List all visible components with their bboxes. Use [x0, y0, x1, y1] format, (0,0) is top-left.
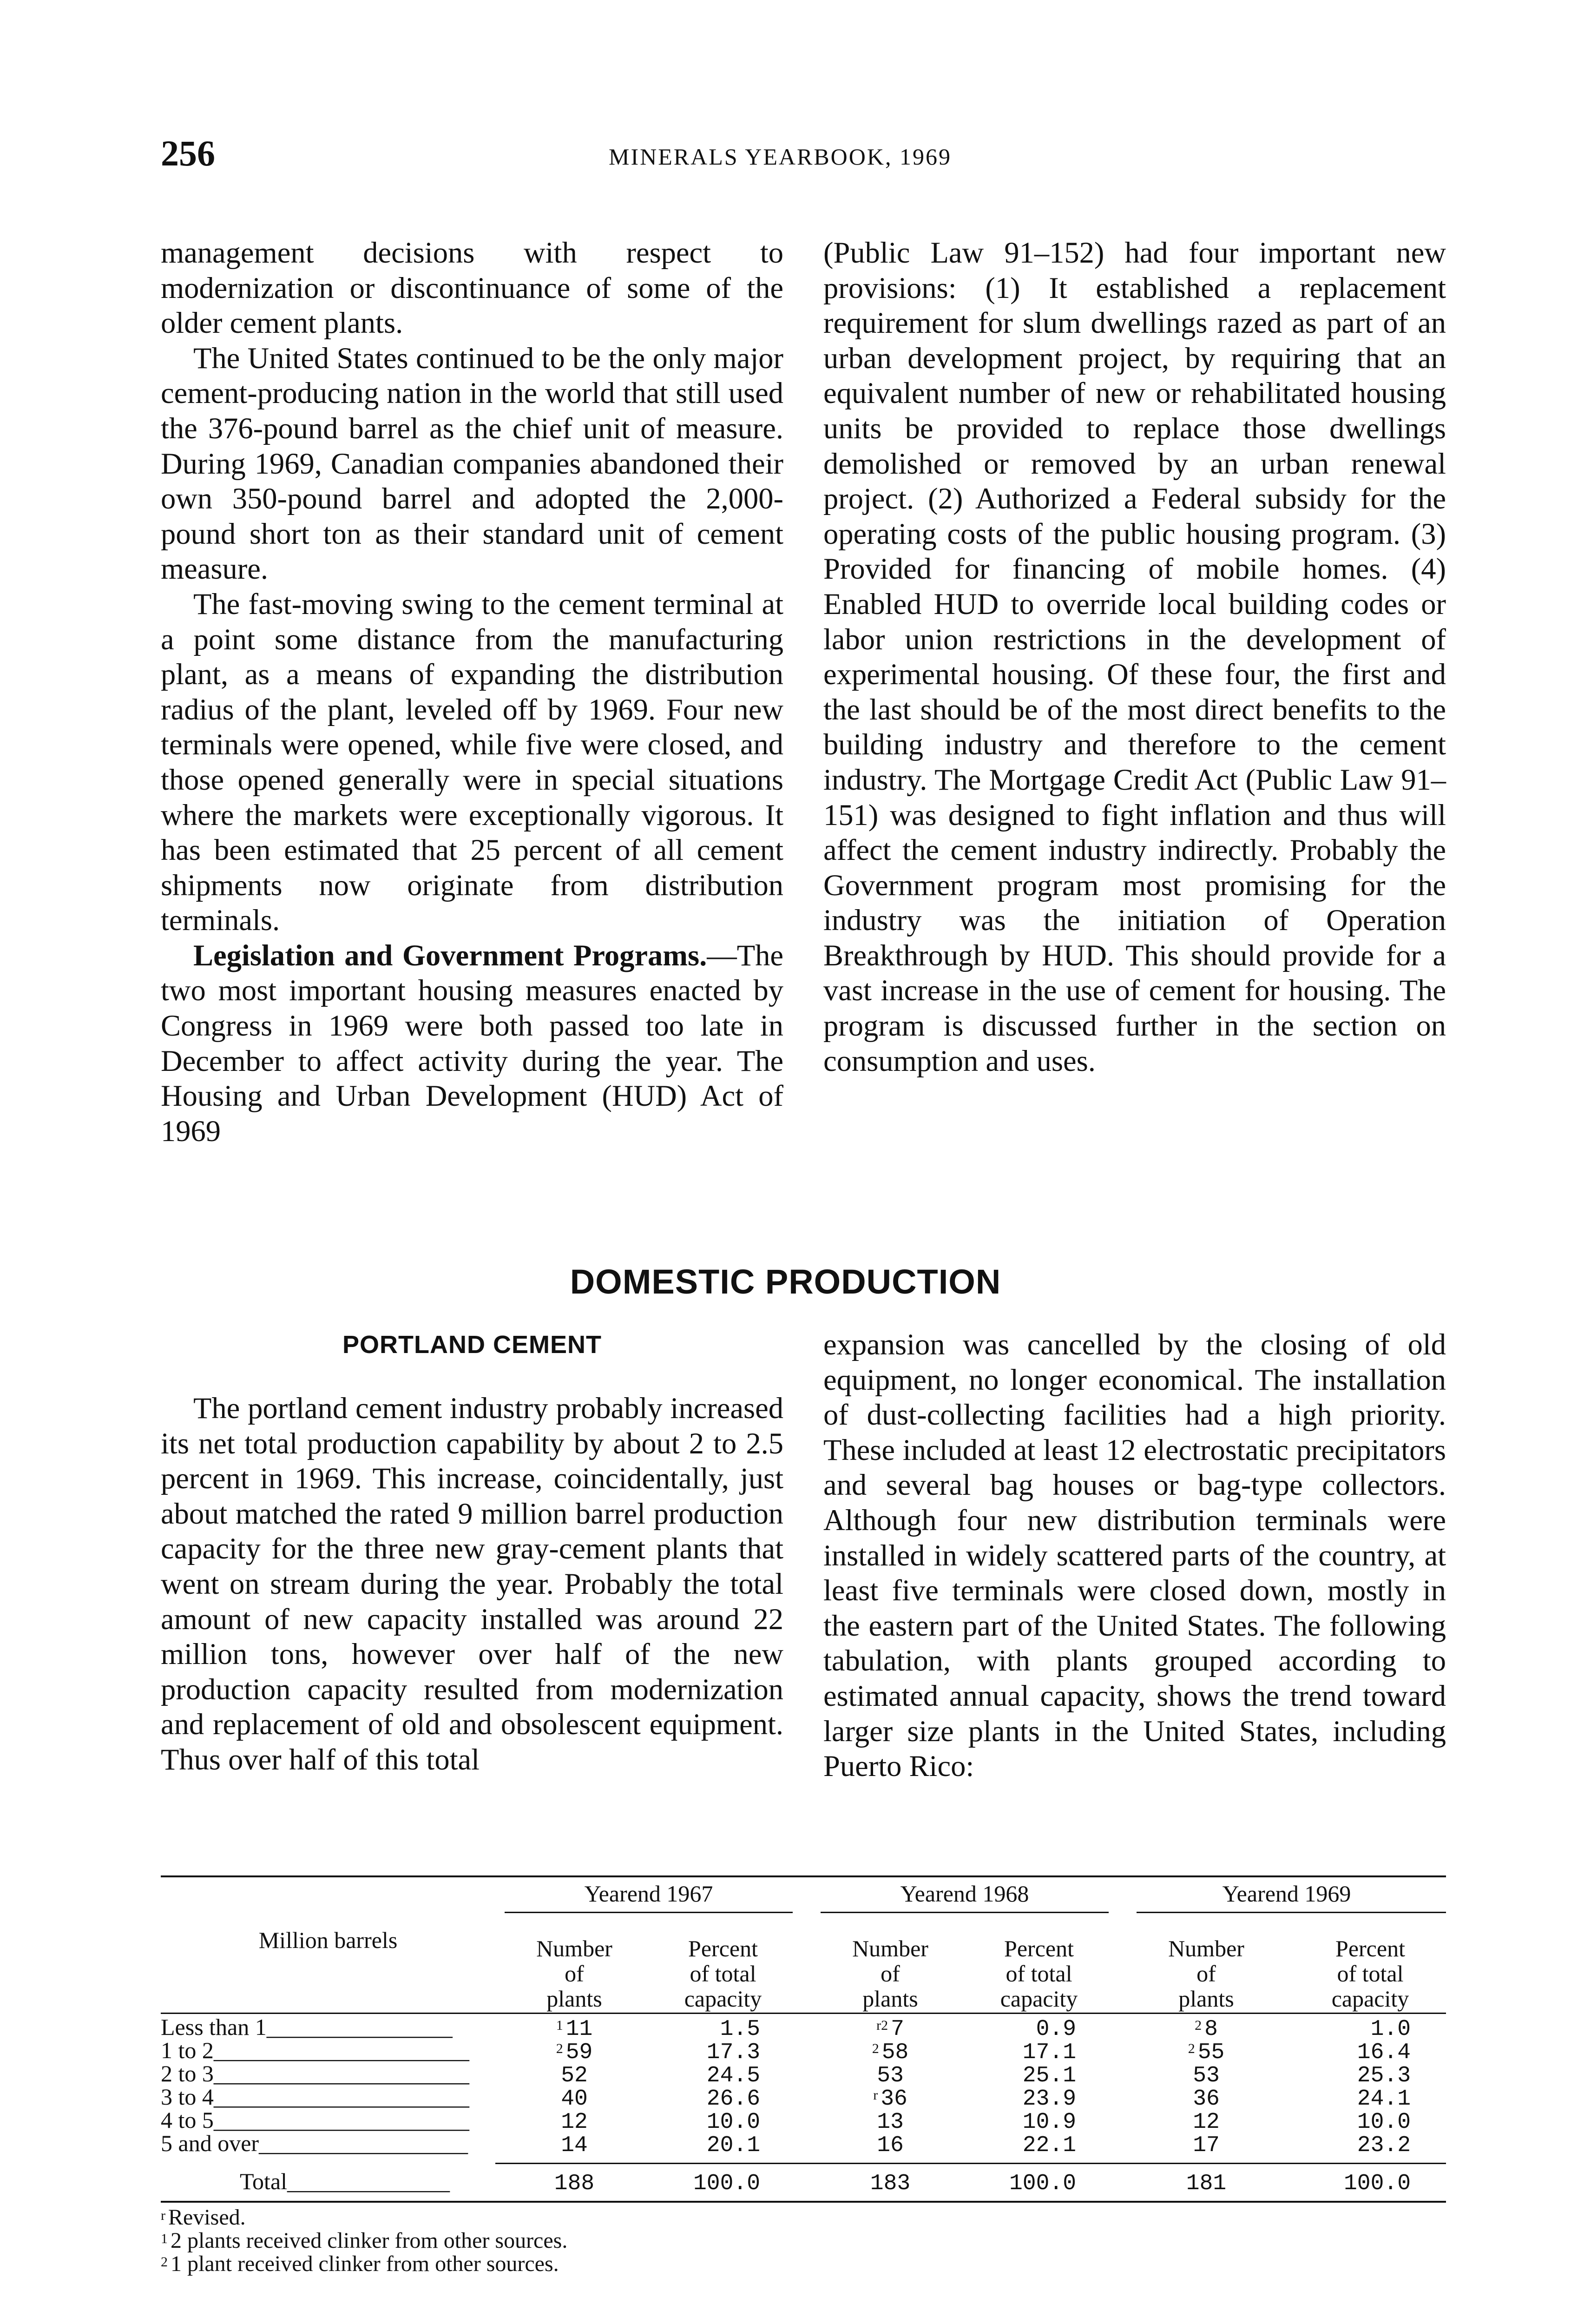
table-cell-plants: 40 [561, 2086, 588, 2112]
table-cell-percent: 17.3 [706, 2040, 760, 2065]
table-cell-percent: 1.0 [1370, 2017, 1411, 2042]
paragraph: (Public Law 91–152) had four important new provisions: (1) It established a replacement requirement for slum dwellings razed as part of an urban development project, by requiring that an equivalent number of new or rehabilitated housing units be provided to replace those dwellings demolished or removed by an urban renewal project. (2) Authorized a Federal subsidy for the operating costs of the public housing program. (3) Provided for financing of mobile homes. (4) Enabled HUD to override local building codes or labor union restrictions in the development of experimental housing. Of these four, the first and the last should be of the most direct benefits to the building industry and therefore to the cement industry. The Mortgage Credit Act (Public Law 91–151) was designed to fight inflation and thus will affect the cement industry indirectly. Probably the Government program most promising for the industry was the initiation of Operation Breakthrough by HUD. This should provide for a vast increase in the use of cement for housing. The program is discussed further in the section on consumption and uses. [823, 236, 1446, 1077]
table-cell-percent: 22.1 [1022, 2133, 1076, 2158]
table-cell-percent: 100.0 [1343, 2171, 1411, 2196]
year-rule [821, 1912, 1109, 1913]
year-rule [505, 1912, 793, 1913]
year-heading: Yearend 1967 [584, 1881, 713, 1907]
column-header-number: Number of plants [852, 1935, 928, 2012]
table-cell-plants: 188 [554, 2171, 595, 2196]
table-cell-plants: $^2$ 8 [1195, 2017, 1218, 2042]
table-cell-percent: 16.4 [1357, 2040, 1411, 2065]
column-header-percent: Percent of total capacity [1331, 1935, 1409, 2012]
table-cell-plants: 12 [561, 2110, 588, 2135]
table-cell-plants: 16 [877, 2133, 904, 2158]
left-column-top [161, 235, 783, 1149]
row-label: 5 and over__________________ [161, 2131, 468, 2156]
sub-heading: PORTLAND CEMENT [342, 1331, 602, 1359]
table-cell-plants: 181 [1186, 2171, 1227, 2196]
table-cell-percent: 20.1 [706, 2133, 760, 2158]
table-cell-percent: 10.0 [1357, 2110, 1411, 2135]
column-header-number: Number of plants [536, 1935, 612, 2012]
table-cell-plants: $^2$ 55 [1188, 2040, 1225, 2065]
table-cell-percent: 17.1 [1022, 2040, 1076, 2065]
left-column-bottom [161, 1391, 783, 1777]
paragraph: management decisions with respect to modernization or discontinuance of some of the older cement plants. [161, 236, 783, 340]
legislation-text: —The two most important housing measures enacted by Congress in 1969 were both passed too late in December to affect activity during the year. The Housing and Urban Development (HUD) Act of 1969 [161, 938, 783, 1148]
table-cell-percent: 0.9 [1036, 2017, 1076, 2042]
table-bottom-rule [161, 2201, 1446, 2203]
table-cell-plants: 53 [877, 2063, 904, 2088]
table-cell-percent: 25.1 [1022, 2063, 1076, 2088]
year-heading: Yearend 1969 [1222, 1881, 1351, 1907]
year-heading: Yearend 1968 [900, 1881, 1029, 1907]
table-cell-percent: 1.5 [720, 2017, 760, 2042]
paragraph: expansion was cancelled by the closing of old equipment, no longer economical. The installation of dust-collecting facilities had a high priority. These included at least 12 electrostatic precipitators and several bag houses or bag-type collectors. Although four new distribution terminals were installed in widely scattered parts of the country, at least five terminals were closed down, mostly in the eastern part of the United States. The following tabulation, with plants grouped according to estimated annual capacity, shows the trend toward larger size plants in the United States, including Puerto Rico: [823, 1328, 1446, 1783]
table-cell-plants: $^2$ 58 [872, 2040, 909, 2065]
table-cell-percent: 24.5 [706, 2063, 760, 2088]
year-rule [1137, 1912, 1446, 1913]
total-label: Total______________ [240, 2169, 450, 2194]
legislation-paragraph [161, 938, 783, 1149]
table-cell-plants: 53 [1193, 2063, 1220, 2088]
column-header-percent: Percent of total capacity [1000, 1935, 1078, 2012]
table-cell-percent: 26.6 [706, 2086, 760, 2112]
stub-header: Million barrels [258, 1927, 398, 1953]
section-heading: DOMESTIC PRODUCTION [570, 1262, 1001, 1301]
footnote: $^r$ Revised. [161, 2205, 246, 2230]
table-cell-plants: 13 [877, 2110, 904, 2135]
row-label: 4 to 5______________________ [161, 2108, 469, 2133]
table-cell-percent: 24.1 [1357, 2086, 1411, 2112]
table-cell-percent: 100.0 [693, 2171, 760, 2196]
table-cell-percent: 100.0 [1009, 2171, 1076, 2196]
running-title: MINERALS YEARBOOK, 1969 [609, 144, 952, 170]
table-cell-plants: $^{r2}$ 7 [876, 2017, 904, 2042]
table-cell-plants: 36 [1193, 2086, 1220, 2112]
table-cell-percent: 25.3 [1357, 2063, 1411, 2088]
table-cell-percent: 10.0 [706, 2110, 760, 2135]
right-column-bottom [823, 1327, 1446, 1784]
table-cell-plants: 14 [561, 2133, 588, 2158]
table-cell-plants: $^1$ 11 [556, 2017, 593, 2042]
column-header-percent: Percent of total capacity [684, 1935, 762, 2012]
row-label: 3 to 4______________________ [161, 2085, 469, 2109]
table-top-rule [161, 1875, 1446, 1877]
table-cell-percent: 10.9 [1022, 2110, 1076, 2135]
table-cell-plants: 183 [870, 2171, 911, 2196]
column-header-number: Number of plants [1168, 1935, 1244, 2012]
footnote: $^2$ 1 plant received clinker from other sources. [161, 2251, 559, 2276]
row-label: 2 to 3______________________ [161, 2061, 469, 2086]
header-rule [161, 2013, 1446, 2014]
paragraph: The portland cement industry probably increased its net total production capability by about 2 to 2.5 percent in 1969. This increase, coincidentally, just about matched the rated 9 million barrel production capacity for the three new gray-cement plants that went on stream during the year. Probably the total amount of new capacity installed was around 22 million tons, however over half of the new production capacity resulted from modernization and replacement of old and obsolescent equipment. Thus over half of this total [161, 1392, 783, 1776]
page-number: 256 [161, 133, 215, 173]
table-cell-percent: 23.9 [1022, 2086, 1076, 2112]
right-column-top [823, 235, 1446, 1078]
footnote: $^1$ 2 plants received clinker from other sources. [161, 2228, 568, 2253]
total-rule [495, 2163, 1446, 2164]
table-cell-plants: 52 [561, 2063, 588, 2088]
row-label: 1 to 2______________________ [161, 2038, 469, 2063]
paragraph: The United States continued to be the only major cement-producing nation in the world that still used the 376-pound barrel as the chief unit of measure. During 1969, Canadian companies abandoned their own 350-pound barrel and adopted the 2,000-pound short ton as their standard unit of cement measure. [161, 341, 783, 586]
row-label: Less than 1________________ [161, 2015, 453, 2040]
table-cell-percent: 23.2 [1357, 2133, 1411, 2158]
table-cell-plants: 17 [1193, 2133, 1220, 2158]
paragraph: The fast-moving swing to the cement terminal at a point some distance from the manufacturing plant, as a means of expanding the distribution radius of the plant, leveled off by 1969. Four new terminals were opened, while five were closed, and those opened generally were in special situations where the markets were exceptionally vigorous. It has been estimated that 25 percent of all cement shipments now originate from distribution terminals. [161, 587, 783, 937]
table-cell-plants: $^2$ 59 [556, 2040, 593, 2065]
legislation-heading: Legislation and Government Programs. [193, 938, 707, 972]
table-cell-plants: $^r$ 36 [873, 2086, 907, 2112]
table-cell-plants: 12 [1193, 2110, 1220, 2135]
